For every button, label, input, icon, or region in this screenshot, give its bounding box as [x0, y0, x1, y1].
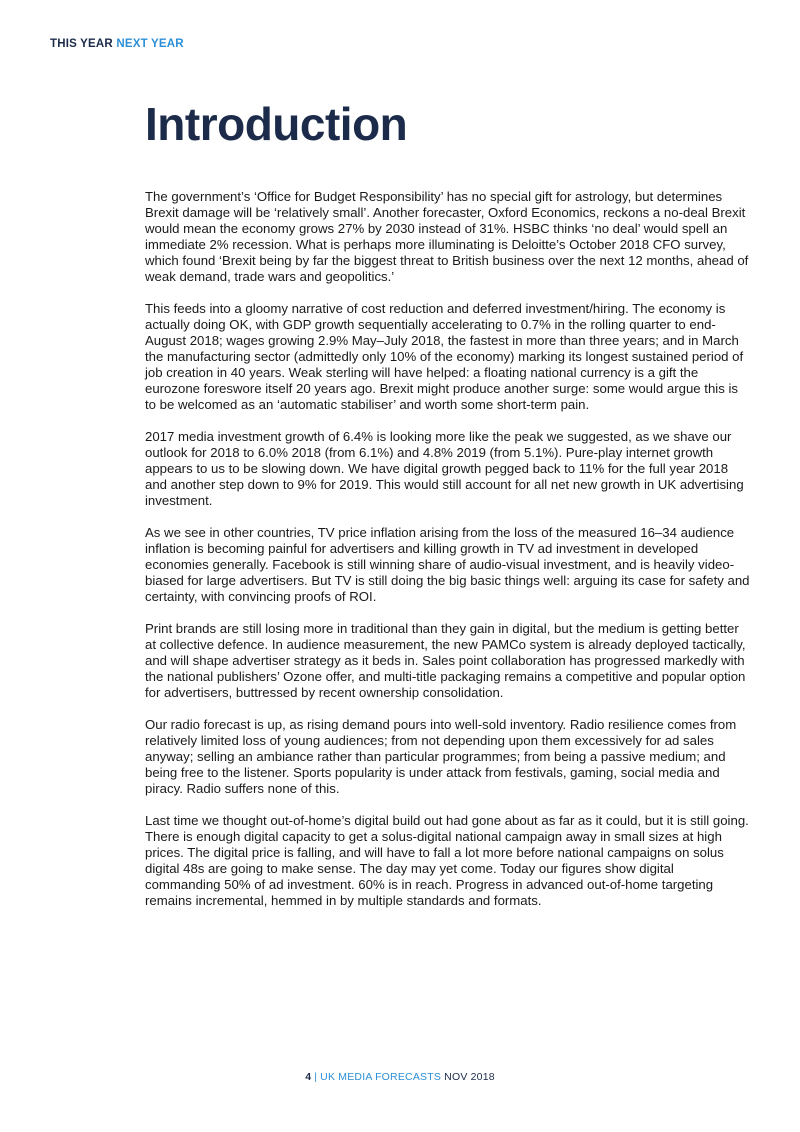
publication-name: UK MEDIA FORECASTS — [320, 1071, 442, 1083]
paragraph-brexit-forecasts: The government’s ‘Office for Budget Responsibility’ has no special gift for astrology, but determines Brexit damage will be ‘relatively small’. Another forecaster, Oxford Economics, reckons a no-deal Brexit would mean the economy grows 27% by 2030 instead of 31%. HSBC thinks ‘no deal’ would spell an immediate 2% recession. What is perhaps more illuminating is Deloitte’s October 2018 CFO survey, which found ‘Brexit being by far the biggest threat to British business over the next 12 months, ahead of weak demand, trade wars and geopolitics.’ — [145, 189, 749, 284]
paragraph-economy: This feeds into a gloomy narrative of cost reduction and deferred investment/hiring. The economy is actually doing OK, with GDP growth sequentially accelerating to 0.7% in the rolling quarter to end-August 2018; wages growing 2.9% May–July 2018, the fastest in more than three years; and in March the manufacturing sector (admittedly only 10% of the economy) marking its longest sustained period of job creation in 40 years. Weak sterling will have helped: a floating national currency is a gift the eurozone foreswore itself 20 years ago. Brexit might produce another surge: some would argue this is to be welcomed as an ‘automatic stabiliser’ and worth some short-term pain. — [145, 301, 744, 412]
article-body — [145, 189, 751, 925]
page-number: 4 — [305, 1071, 312, 1083]
paragraph-out-of-home: Last time we thought out-of-home’s digital build out had gone about as far as it could, but it is still going. There is enough digital capacity to get a solus-digital national campaign away in small sizes at high prices. The digital price is falling, and will have to fall a lot more before national campaigns on solus digital 48s are going to make sense. The day may yet come. Today our figures show digital commanding 50% of ad investment. 60% is in reach. Progress in advanced out-of-home targeting remains incremental, hemmed in by multiple standards and formats. — [145, 813, 749, 908]
paragraph-radio: Our radio forecast is up, as rising demand pours into well-sold inventory. Radio resilience comes from relatively limited loss of young audiences; from not depending upon them excessively for ad sales anyway; selling an ambiance rather than particular programmes; from being a passive medium; and being free to the listener. Sports popularity is under attack from festivals, gaming, social media and piracy. Radio suffers none of this. — [145, 717, 737, 796]
paragraph-print: Print brands are still losing more in traditional than they gain in digital, but the medium is getting better at collective defence. In audience measurement, the new PAMCo system is already deployed tactically, and will shape advertiser strategy as it beds in. Sales point collaboration has progressed markedly with the national publishers’ Ozone offer, and multi-title packaging remains a competitive and popular option for advertisers, buttressed by recent ownership consolidation. — [145, 621, 746, 700]
footer-separator: | — [314, 1071, 318, 1083]
paragraph-media-investment: 2017 media investment growth of 6.4% is looking more like the peak we suggested, as we shave our outlook for 2018 to 6.0% 2018 (from 6.1%) and 4.8% 2019 (from 5.1%). Pure-play internet growth appears to us to be slowing down. We have digital growth pegged back to 11% for the full year 2018 and another step down to 9% for 2019. This would still account for all net new growth in UK advertising investment. — [145, 429, 744, 508]
running-header-next-year: NEXT YEAR — [116, 38, 184, 50]
publication-date: NOV 2018 — [444, 1071, 495, 1083]
page-title: Introduction — [145, 98, 408, 150]
running-header — [50, 38, 184, 50]
paragraph-tv: As we see in other countries, TV price inflation arising from the loss of the measured 16–34 audience inflation is becoming painful for advertisers and killing growth in TV ad investment in developed economies generally. Facebook is still winning share of audio-visual investment, and is heavily video-biased for large advertisers. But TV is still doing the big basic things well: arguing its case for safety and certainty, with convincing proofs of ROI. — [145, 525, 750, 604]
running-header-this-year: THIS YEAR — [50, 38, 113, 50]
page-footer — [0, 1071, 800, 1083]
